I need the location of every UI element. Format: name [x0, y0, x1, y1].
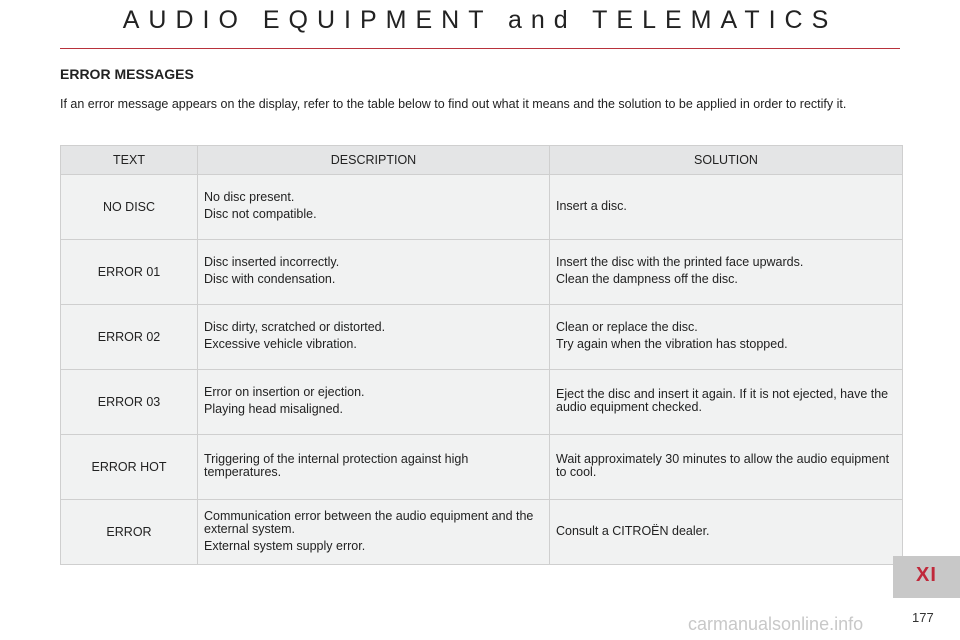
description-cell	[198, 500, 550, 565]
watermark: carmanualsonline.info	[688, 614, 864, 634]
description-line: No disc present.	[204, 190, 295, 204]
description-line: Disc dirty, scratched or distorted.	[204, 320, 386, 334]
table-header-row	[61, 146, 903, 175]
table-row	[61, 370, 903, 435]
error-code-cell: ERROR 02	[61, 305, 198, 370]
error-code-cell: ERROR 03	[61, 370, 198, 435]
solution-line: Clean the dampness off the disc.	[556, 272, 738, 286]
description-line: Disc not compatible.	[204, 207, 317, 221]
solution-cell	[550, 175, 903, 240]
chapter-tab[interactable]	[893, 556, 960, 598]
description-cell	[198, 240, 550, 305]
solution-cell	[550, 240, 903, 305]
solution-line: Insert the disc with the printed face upwards.	[556, 255, 804, 269]
column-header-text: TEXT	[61, 146, 198, 175]
table-row	[61, 500, 903, 565]
page-number: 177	[912, 610, 934, 625]
error-code-cell: ERROR HOT	[61, 435, 198, 500]
description-line: Communication error between the audio equipment and the external system.	[204, 508, 534, 536]
solution-line: Insert a disc.	[556, 198, 627, 213]
table-row	[61, 175, 903, 240]
solution-cell	[550, 500, 903, 565]
table-row	[61, 240, 903, 305]
description-line: Error on insertion or ejection.	[204, 385, 365, 399]
solution-line: Eject the disc and insert it again. If it is not ejected, have the audio equipment checked.	[556, 387, 889, 414]
description-cell	[198, 435, 550, 500]
column-header-description: DESCRIPTION	[198, 146, 550, 175]
description-line: Excessive vehicle vibration.	[204, 337, 357, 351]
description-line: Disc with condensation.	[204, 272, 336, 286]
error-messages-table	[60, 145, 903, 565]
solution-cell	[550, 305, 903, 370]
solution-line: Wait approximately 30 minutes to allow the audio equipment to cool.	[556, 452, 890, 479]
section-title: ERROR MESSAGES	[60, 66, 194, 82]
table-row	[61, 435, 903, 500]
solution-line: Consult a CITROËN dealer.	[556, 523, 710, 538]
solution-line: Try again when the vibration has stopped.	[556, 337, 788, 351]
column-header-solution: SOLUTION	[550, 146, 903, 175]
description-line: Disc inserted incorrectly.	[204, 255, 340, 269]
description-cell	[198, 370, 550, 435]
description-cell	[198, 305, 550, 370]
header-divider	[60, 48, 900, 49]
page-title: AUDIO EQUIPMENT and TELEMATICS	[122, 6, 838, 34]
description-line: Playing head misaligned.	[204, 402, 343, 416]
error-code-cell: ERROR 01	[61, 240, 198, 305]
solution-line: Clean or replace the disc.	[556, 320, 698, 334]
chapter-tab-label: XI	[916, 564, 937, 586]
solution-cell	[550, 370, 903, 435]
description-cell	[198, 175, 550, 240]
description-line: Triggering of the internal protection against high temperatures.	[204, 452, 469, 479]
error-code-cell: ERROR	[61, 500, 198, 565]
description-line: External system supply error.	[204, 538, 366, 553]
table-row	[61, 305, 903, 370]
solution-cell	[550, 435, 903, 500]
intro-paragraph: If an error message appears on the display, refer to the table below to find out what it means and the solution to be applied in order to rectify it.	[60, 97, 847, 111]
error-code-cell: NO DISC	[61, 175, 198, 240]
